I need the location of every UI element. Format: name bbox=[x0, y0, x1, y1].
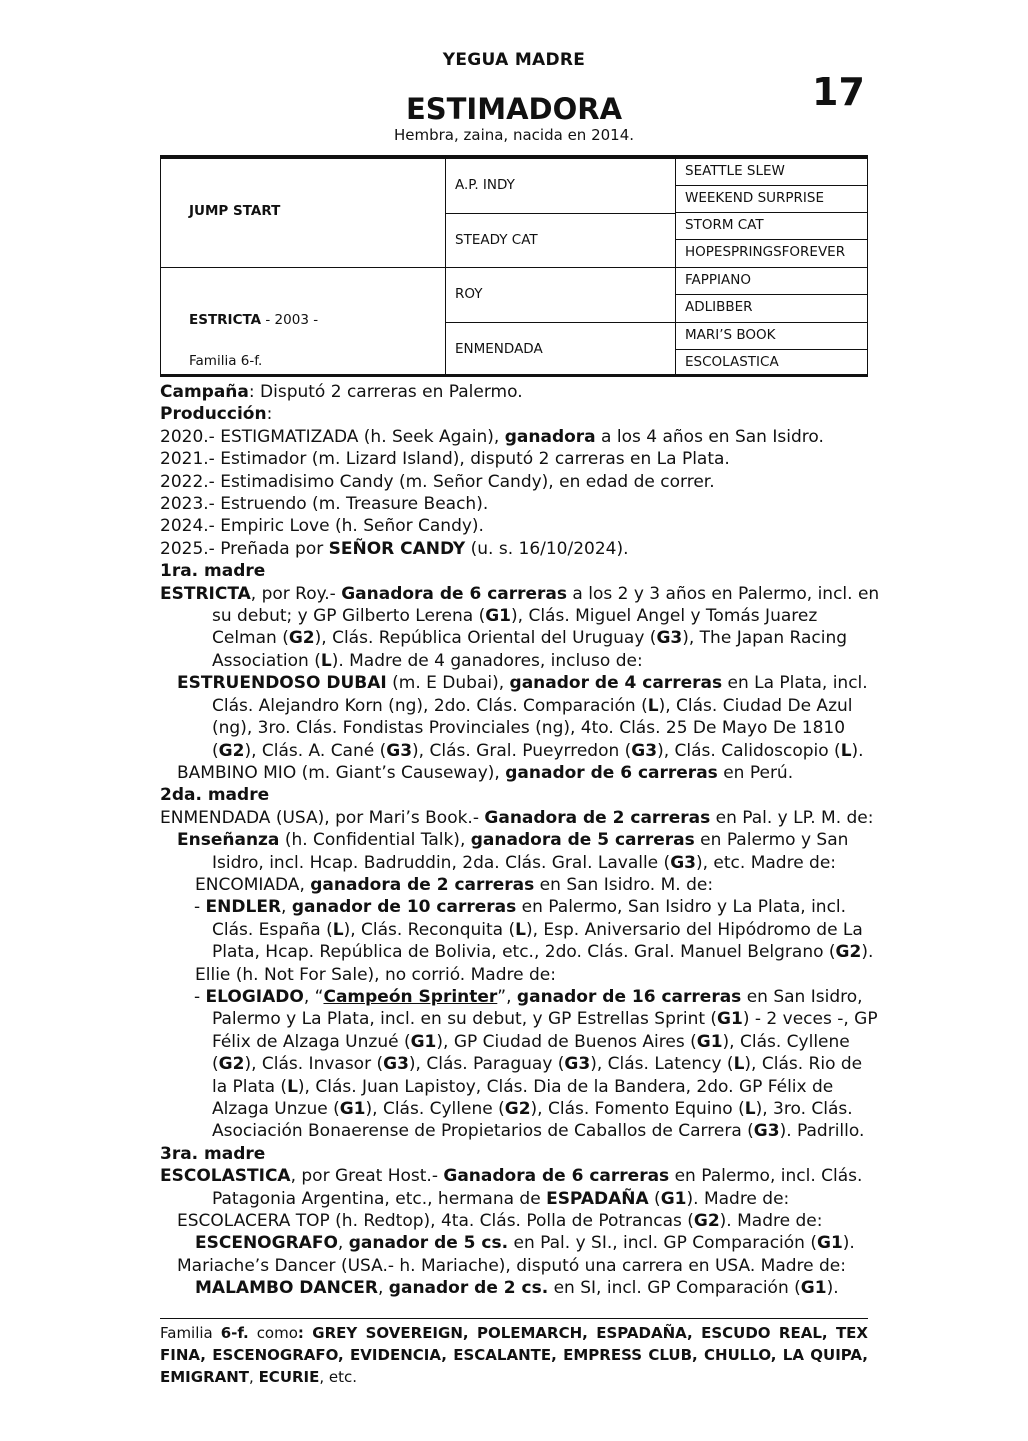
pedigree-gen3: FAPPIANO bbox=[685, 272, 751, 288]
text: 2022.- Estimadisimo Candy (m. Señor Candy), en edad de correr. bbox=[160, 471, 715, 492]
grade: G3 bbox=[386, 740, 413, 761]
text: ENCOMIADA, bbox=[195, 874, 311, 895]
text-bold: ganadora de 5 carreras bbox=[470, 830, 695, 851]
grade: L bbox=[840, 740, 852, 761]
pedigree-sire: JUMP START bbox=[189, 203, 281, 219]
text: a los 4 años en San Isidro. bbox=[595, 426, 824, 447]
text: (h. Confidential Talk), bbox=[279, 830, 471, 851]
text: ). Madre de: bbox=[719, 1211, 823, 1232]
grade: G1 bbox=[696, 1031, 723, 1052]
text: ), Clás. Fomento Equino ( bbox=[530, 1099, 745, 1119]
text-bold: 1ra. madre bbox=[160, 561, 266, 582]
text: ), Esp. Aniversario del Hipódromo de La Plata, Hcap. República de Bolivia, etc., 2do. Clás. Gral. Manuel Belgrano ( bbox=[212, 919, 863, 963]
text: - bbox=[194, 986, 206, 1007]
pedigree-gen3: ESCOLASTICA bbox=[685, 354, 779, 370]
text: ), Clás. Cyllene ( bbox=[365, 1099, 505, 1119]
production-item bbox=[160, 426, 880, 448]
footer-divider bbox=[160, 1318, 868, 1319]
produce-paragraph bbox=[160, 829, 880, 874]
grade: L bbox=[515, 919, 526, 940]
grade: G1 bbox=[339, 1099, 366, 1119]
grade: G2 bbox=[288, 628, 315, 649]
text: en Palermo y San Isidro, incl. Hcap. Badruddin, 2da. Clás. Gral. Lavalle ( bbox=[212, 830, 849, 873]
text-bold: ganador de 5 cs. bbox=[348, 1233, 509, 1254]
produce-paragraph bbox=[160, 1255, 880, 1277]
pedigree-cell bbox=[445, 158, 676, 214]
text: ), Clás. Reconquita ( bbox=[343, 919, 516, 940]
produce-paragraph bbox=[160, 964, 880, 986]
pedigree-sire-sire: A.P. INDY bbox=[455, 177, 515, 193]
grade: G1 bbox=[660, 1188, 687, 1209]
text-bold: 3ra. madre bbox=[160, 1143, 266, 1164]
pedigree-dam-year: - 2003 - bbox=[261, 312, 319, 328]
grade: L bbox=[733, 1054, 745, 1075]
text: ENMENDADA (USA), por Mari’s Book.- bbox=[160, 807, 485, 828]
catalog-body bbox=[160, 381, 880, 1300]
text: ). Madre de 4 ganadores, incluso de: bbox=[331, 650, 643, 671]
text-bold: 2da. madre bbox=[160, 785, 270, 806]
produce-paragraph bbox=[160, 874, 880, 896]
pedigree-sire-dam: STEADY CAT bbox=[455, 232, 538, 248]
text: ), etc. Madre de: bbox=[695, 852, 837, 873]
text-bold: Ganadora de 2 carreras bbox=[484, 807, 711, 828]
text: Mariache’s Dancer (USA.- h. Mariache), disputó una carrera en USA. Madre de: bbox=[177, 1255, 846, 1276]
production-item bbox=[160, 493, 880, 515]
text: en SI, incl. GP Comparación ( bbox=[548, 1278, 801, 1299]
produce-name: ELOGIADO bbox=[205, 986, 304, 1007]
text: (m. E Dubai), bbox=[386, 673, 510, 694]
grade: L bbox=[287, 1076, 298, 1097]
grade: G3 bbox=[631, 740, 658, 761]
produce-paragraph bbox=[160, 1210, 880, 1232]
text-bold: ganador de 10 carreras bbox=[291, 897, 517, 918]
produce-paragraph bbox=[160, 1232, 880, 1254]
family-footer bbox=[160, 1322, 868, 1388]
grade: G3 bbox=[670, 852, 696, 873]
pedigree-family: Familia 6-f. bbox=[189, 353, 263, 369]
pedigree-gen3: STORM CAT bbox=[685, 217, 764, 233]
grade: G2 bbox=[693, 1211, 720, 1232]
text-bold: 6-f. bbox=[220, 1324, 249, 1342]
produce-name: Enseñanza bbox=[177, 830, 280, 851]
produce-paragraph bbox=[160, 896, 880, 963]
pedigree-cell bbox=[445, 322, 676, 377]
text: en San Isidro. M. de: bbox=[534, 874, 714, 895]
pedigree-dam-cell bbox=[160, 267, 446, 377]
text: ( bbox=[648, 1188, 661, 1209]
grade: G3 bbox=[656, 628, 683, 649]
lot-number: 17 bbox=[812, 70, 865, 114]
text: ). Padrillo. bbox=[779, 1121, 865, 1142]
text: ), The Japan Racing Association ( bbox=[212, 628, 848, 671]
text: ), Clás. Invasor ( bbox=[244, 1054, 384, 1075]
production-heading: Producción: bbox=[160, 404, 273, 425]
text: , bbox=[281, 897, 292, 918]
family-members: : GREY SOVEREIGN, POLEMARCH, ESPADAÑA, ESCUDO REAL, TEX FINA, ESCENOGRAFO, EVIDENCIA, ESCALANTE, EMPRESS CLUB, CHULLO, LA QUIPA, EMIGRANT bbox=[160, 1324, 868, 1386]
text: ) - 2 veces -, GP Félix de Alzaga Unzué ( bbox=[212, 1009, 878, 1052]
produce-paragraph bbox=[160, 762, 880, 784]
text: 2020.- ESTIGMATIZADA (h. Seek Again), bbox=[160, 426, 505, 447]
text: , bbox=[377, 1278, 389, 1299]
production-label: Producción bbox=[160, 404, 267, 425]
text: ), Clás. Calidoscopio ( bbox=[657, 740, 841, 761]
pedigree-cell bbox=[675, 322, 868, 350]
text: en Palermo, incl. Clás. Patagonia Argentina, etc., hermana de bbox=[212, 1166, 863, 1209]
pedigree-dam: ESTRICTA bbox=[189, 312, 262, 328]
text: , por Roy.- bbox=[250, 583, 342, 604]
text: ), 3ro. Clás. Asociación Bonaerense de Propietarios de Caballos de Carrera ( bbox=[212, 1099, 853, 1142]
text: ), Clás. Rio de la Plata ( bbox=[212, 1054, 863, 1097]
produce-name: ENDLER bbox=[205, 897, 282, 918]
text: ), Clás. Latency ( bbox=[590, 1054, 734, 1075]
pedigree-cell bbox=[675, 158, 868, 186]
text: BAMBINO MIO (m. Giant’s Causeway), bbox=[177, 762, 506, 783]
pedigree-gen3: SEATTLE SLEW bbox=[685, 163, 785, 179]
grade: G1 bbox=[816, 1233, 843, 1254]
text: Familia bbox=[160, 1324, 221, 1342]
text-bold: ganador de 6 carreras bbox=[505, 762, 718, 783]
text: , bbox=[249, 1368, 259, 1386]
horse-name: ESTIMADORA bbox=[405, 92, 623, 126]
text-bold: ganador de 4 carreras bbox=[509, 673, 723, 694]
production-item bbox=[160, 448, 880, 470]
text: ), Clás. Cyllene ( bbox=[212, 1031, 850, 1075]
text: en Pal. y SI., incl. GP Comparación ( bbox=[508, 1233, 817, 1254]
text: 2025.- Preñada por bbox=[160, 538, 329, 559]
grade: G1 bbox=[717, 1009, 743, 1030]
third-dam-heading bbox=[160, 1143, 880, 1165]
produce-paragraph bbox=[160, 1277, 880, 1299]
text: en Perú. bbox=[717, 762, 794, 783]
text-bold: Ganadora de 6 carreras bbox=[341, 583, 568, 604]
pedigree-cell bbox=[675, 267, 868, 295]
pedigree-cell bbox=[675, 239, 868, 268]
text-bold: SEÑOR CANDY bbox=[328, 538, 466, 559]
champion-title: Campeón Sprinter bbox=[323, 986, 498, 1007]
text-bold: ganador de 16 carreras bbox=[516, 986, 742, 1007]
production-item bbox=[160, 538, 880, 560]
text: en La Plata, incl. Clás. Alejandro Korn (ng), 2do. Clás. Comparación ( bbox=[212, 673, 868, 716]
text-bold: ECURIE bbox=[258, 1368, 320, 1386]
first-dam-paragraph bbox=[160, 583, 880, 673]
text: ), Clás. Paraguay ( bbox=[408, 1054, 565, 1075]
third-dam-paragraph bbox=[160, 1165, 880, 1210]
text: ESCOLACERA TOP (h. Redtop), 4ta. Clás. Polla de Potrancas ( bbox=[177, 1211, 694, 1232]
text: ). bbox=[826, 1278, 839, 1299]
campaign-text: : Disputó 2 carreras en Palermo. bbox=[248, 382, 523, 402]
produce-paragraph bbox=[160, 986, 880, 1143]
dam-name: ESCOLASTICA bbox=[160, 1166, 291, 1187]
pedigree-dam-line bbox=[189, 312, 318, 328]
produce-name: ESCENOGRAFO bbox=[195, 1233, 338, 1254]
text: , “ bbox=[303, 986, 324, 1007]
pedigree-cell bbox=[675, 294, 868, 323]
grade: G2 bbox=[504, 1099, 531, 1119]
text: como bbox=[248, 1324, 298, 1342]
first-dam-heading bbox=[160, 560, 880, 582]
pedigree-cell bbox=[675, 212, 868, 240]
production-item bbox=[160, 471, 880, 493]
pedigree-gen3: HOPESPRINGSFOREVER bbox=[685, 244, 846, 260]
grade: G3 bbox=[383, 1054, 409, 1075]
grade: G3 bbox=[564, 1054, 591, 1075]
pedigree-dam-sire: ROY bbox=[455, 286, 483, 302]
text-bold: ganadora bbox=[504, 426, 596, 447]
text: Ellie (h. Not For Sale), no corrió. Madre de: bbox=[195, 964, 556, 985]
text: ). bbox=[851, 740, 864, 761]
grade: L bbox=[744, 1099, 756, 1119]
grade: G1 bbox=[410, 1031, 437, 1052]
grade: G2 bbox=[218, 1054, 245, 1075]
text: ”, bbox=[497, 986, 517, 1007]
text-bold: ganadora de 2 carreras bbox=[310, 874, 535, 895]
text: a los 2 y 3 años en Palermo, incl. en su debut; y GP Gilberto Lerena ( bbox=[212, 583, 880, 627]
text: (u. s. 16/10/2024). bbox=[465, 538, 629, 559]
text: 2021.- Estimador (m. Lizard Island), disputó 2 carreras en La Plata. bbox=[160, 449, 730, 470]
grade: G3 bbox=[753, 1121, 780, 1142]
text-bold: ESPADAÑA bbox=[546, 1188, 649, 1209]
grade: G1 bbox=[800, 1278, 827, 1299]
grade: G1 bbox=[485, 606, 512, 627]
grade: L bbox=[320, 650, 332, 671]
grade: G2 bbox=[835, 942, 862, 963]
produce-name: MALAMBO DANCER bbox=[195, 1278, 378, 1299]
produce-name: ESTRUENDOSO DUBAI bbox=[177, 673, 387, 694]
horse-description: Hembra, zaina, nacida en 2014. bbox=[393, 126, 635, 144]
campaign-line bbox=[160, 381, 880, 403]
text: ). Madre de: bbox=[686, 1188, 790, 1209]
second-dam-heading bbox=[160, 784, 880, 806]
text: ), GP Ciudad de Buenos Aires ( bbox=[436, 1031, 697, 1052]
text: , etc. bbox=[319, 1368, 358, 1386]
produce-paragraph bbox=[160, 672, 880, 762]
text: en Pal. y LP. M. de: bbox=[710, 807, 874, 828]
campaign-label: Campaña bbox=[160, 382, 249, 402]
text-bold: Ganadora de 6 carreras bbox=[443, 1166, 670, 1187]
text: 2024.- Empiric Love (h. Señor Candy). bbox=[160, 516, 484, 537]
text: ), Clás. República Oriental del Uruguay ( bbox=[314, 628, 657, 649]
text-bold: ganador de 2 cs. bbox=[388, 1278, 549, 1299]
text: ), Clás. Gral. Pueyrredon ( bbox=[412, 740, 632, 761]
text: ), Clás. A. Cané ( bbox=[244, 740, 387, 761]
second-dam-paragraph bbox=[160, 807, 880, 829]
grade: G2 bbox=[218, 740, 245, 761]
grade: L bbox=[647, 695, 659, 716]
text: ), Clás. Ciudad De Azul (ng), 3ro. Clás. Fondistas Provinciales (ng), 4to. Clás. 25 De Mayo De 1810 ( bbox=[212, 695, 853, 761]
pedigree-gen3: MARI’S BOOK bbox=[685, 327, 776, 343]
pedigree-sire-cell bbox=[160, 158, 446, 268]
pedigree-cell bbox=[675, 349, 868, 377]
text: , por Great Host.- bbox=[290, 1166, 444, 1187]
pedigree-cell bbox=[675, 185, 868, 213]
text: ), Clás. Miguel Angel y Tomás Juarez Celman ( bbox=[212, 606, 818, 649]
grade: L bbox=[332, 919, 344, 940]
section-label: YEGUA MADRE bbox=[442, 50, 586, 70]
pedigree-table bbox=[160, 155, 868, 377]
text: ). bbox=[842, 1233, 855, 1254]
dam-name: ESTRICTA bbox=[160, 583, 251, 604]
text: en San Isidro, Palermo y La Plata, incl. en su debut, y GP Estrellas Sprint ( bbox=[212, 986, 863, 1030]
pedigree-gen3: WEEKEND SURPRISE bbox=[685, 190, 825, 206]
pedigree-gen3: ADLIBBER bbox=[685, 299, 753, 315]
production-item bbox=[160, 515, 880, 537]
text: ). bbox=[861, 942, 874, 963]
pedigree-cell bbox=[445, 213, 676, 268]
text: - bbox=[194, 897, 206, 918]
pedigree-cell bbox=[445, 267, 676, 323]
text: ), Clás. Juan Lapistoy, Clás. Dia de la Bandera, 2do. GP Félix de Alzaga Unzue ( bbox=[212, 1076, 834, 1119]
text: en Palermo, San Isidro y La Plata, incl. Clás. España ( bbox=[212, 897, 847, 940]
pedigree-dam-dam: ENMENDADA bbox=[455, 341, 543, 357]
text: 2023.- Estruendo (m. Treasure Beach). bbox=[160, 494, 489, 515]
text: , bbox=[337, 1233, 349, 1254]
